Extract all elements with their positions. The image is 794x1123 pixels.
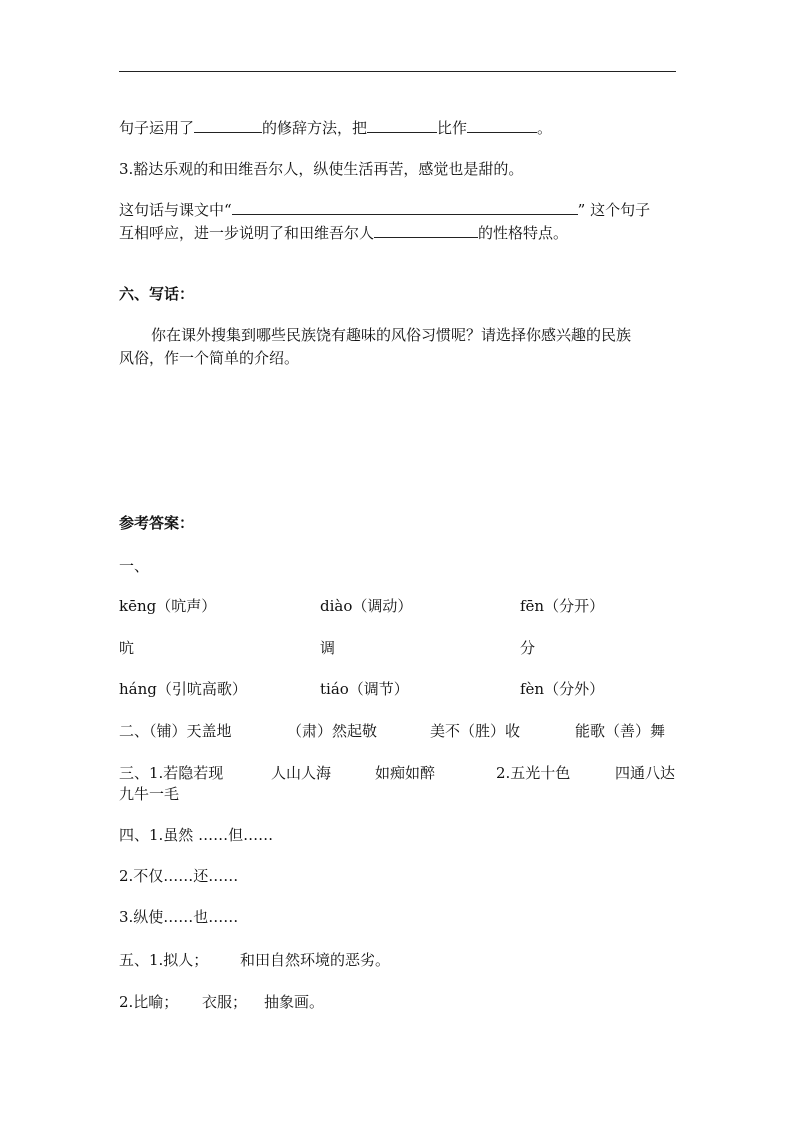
answer-one-label: 一、 (119, 557, 150, 575)
answer-four-1: 四、1.虽然 ……但…… (119, 826, 274, 844)
q5-3-sentence: 3.豁达乐观的和田维吾尔人，纵使生活再苦，感觉也是甜的。 (119, 160, 524, 178)
answer-five-item: 和田自然环境的恶劣。 (240, 951, 391, 969)
text: 。 (537, 119, 553, 137)
section6-prompt-line2: 风俗，作一个简单的介绍。 (119, 349, 300, 367)
fill-blank[interactable] (467, 118, 537, 133)
answer-five-item: 五、1.拟人； (119, 951, 209, 969)
answer-cell: diào（调动） (320, 597, 413, 615)
q5-3-line2 (119, 223, 568, 243)
answer-three-item: 如痴如醉 (375, 764, 436, 782)
answer-cell: kēng（吭声） (119, 597, 217, 615)
answer-two-item: 二、（铺）天盖地 (119, 722, 232, 740)
fill-blank[interactable] (232, 200, 578, 215)
answer-two-item: （肃）然起敬 (287, 722, 378, 740)
text: 的修辞方法，把 (262, 119, 368, 137)
answer-cell: fēn（分开） (520, 597, 605, 615)
answer-cell: 吭 (119, 639, 135, 657)
answer-three-item: 2.五光十色 (496, 764, 571, 782)
text: ” 这个句子 (577, 201, 651, 219)
text: 句子运用了 (119, 119, 195, 137)
answers-title: 参考答案： (119, 514, 195, 532)
text: 这句话与课文中“ (119, 201, 232, 219)
answer-three-item: 九牛一毛 (119, 785, 180, 803)
answer-three-item: 三、1.若隐若现 (119, 764, 224, 782)
answer-two-item: 能歌（善）舞 (575, 722, 666, 740)
text: 的性格特点。 (478, 224, 569, 242)
answer-four-2: 2.不仅……还…… (119, 867, 239, 885)
q5-line1 (119, 118, 552, 138)
answer-five-item: 抽象画。 (264, 993, 325, 1011)
answer-cell: fèn（分外） (520, 680, 605, 698)
answer-three-item: 人山人海 (271, 764, 332, 782)
text: 比作 (437, 119, 468, 137)
section6-title: 六、写话： (119, 285, 195, 303)
fill-blank[interactable] (374, 223, 478, 238)
fill-blank[interactable] (194, 118, 262, 133)
answer-two-item: 美不（胜）收 (430, 722, 521, 740)
answer-five-item: 衣服； (202, 993, 248, 1011)
answer-cell: háng（引吭高歌） (119, 680, 247, 698)
answer-cell: 调 (320, 639, 336, 657)
answer-four-3: 3.纵使……也…… (119, 908, 239, 926)
fill-blank[interactable] (367, 118, 437, 133)
answer-cell: tiáo（调节） (320, 680, 409, 698)
answer-five-item: 2.比喻； (119, 993, 179, 1011)
answer-cell: 分 (520, 639, 536, 657)
q5-3-line1 (119, 200, 650, 220)
header-rule (119, 71, 676, 72)
answer-three-item: 四通八达 (615, 764, 676, 782)
section6-prompt-line1: 你在课外搜集到哪些民族饶有趣味的风俗习惯呢？请选择你感兴趣的民族 (151, 326, 632, 344)
text: 互相呼应，进一步说明了和田维吾尔人 (119, 224, 375, 242)
